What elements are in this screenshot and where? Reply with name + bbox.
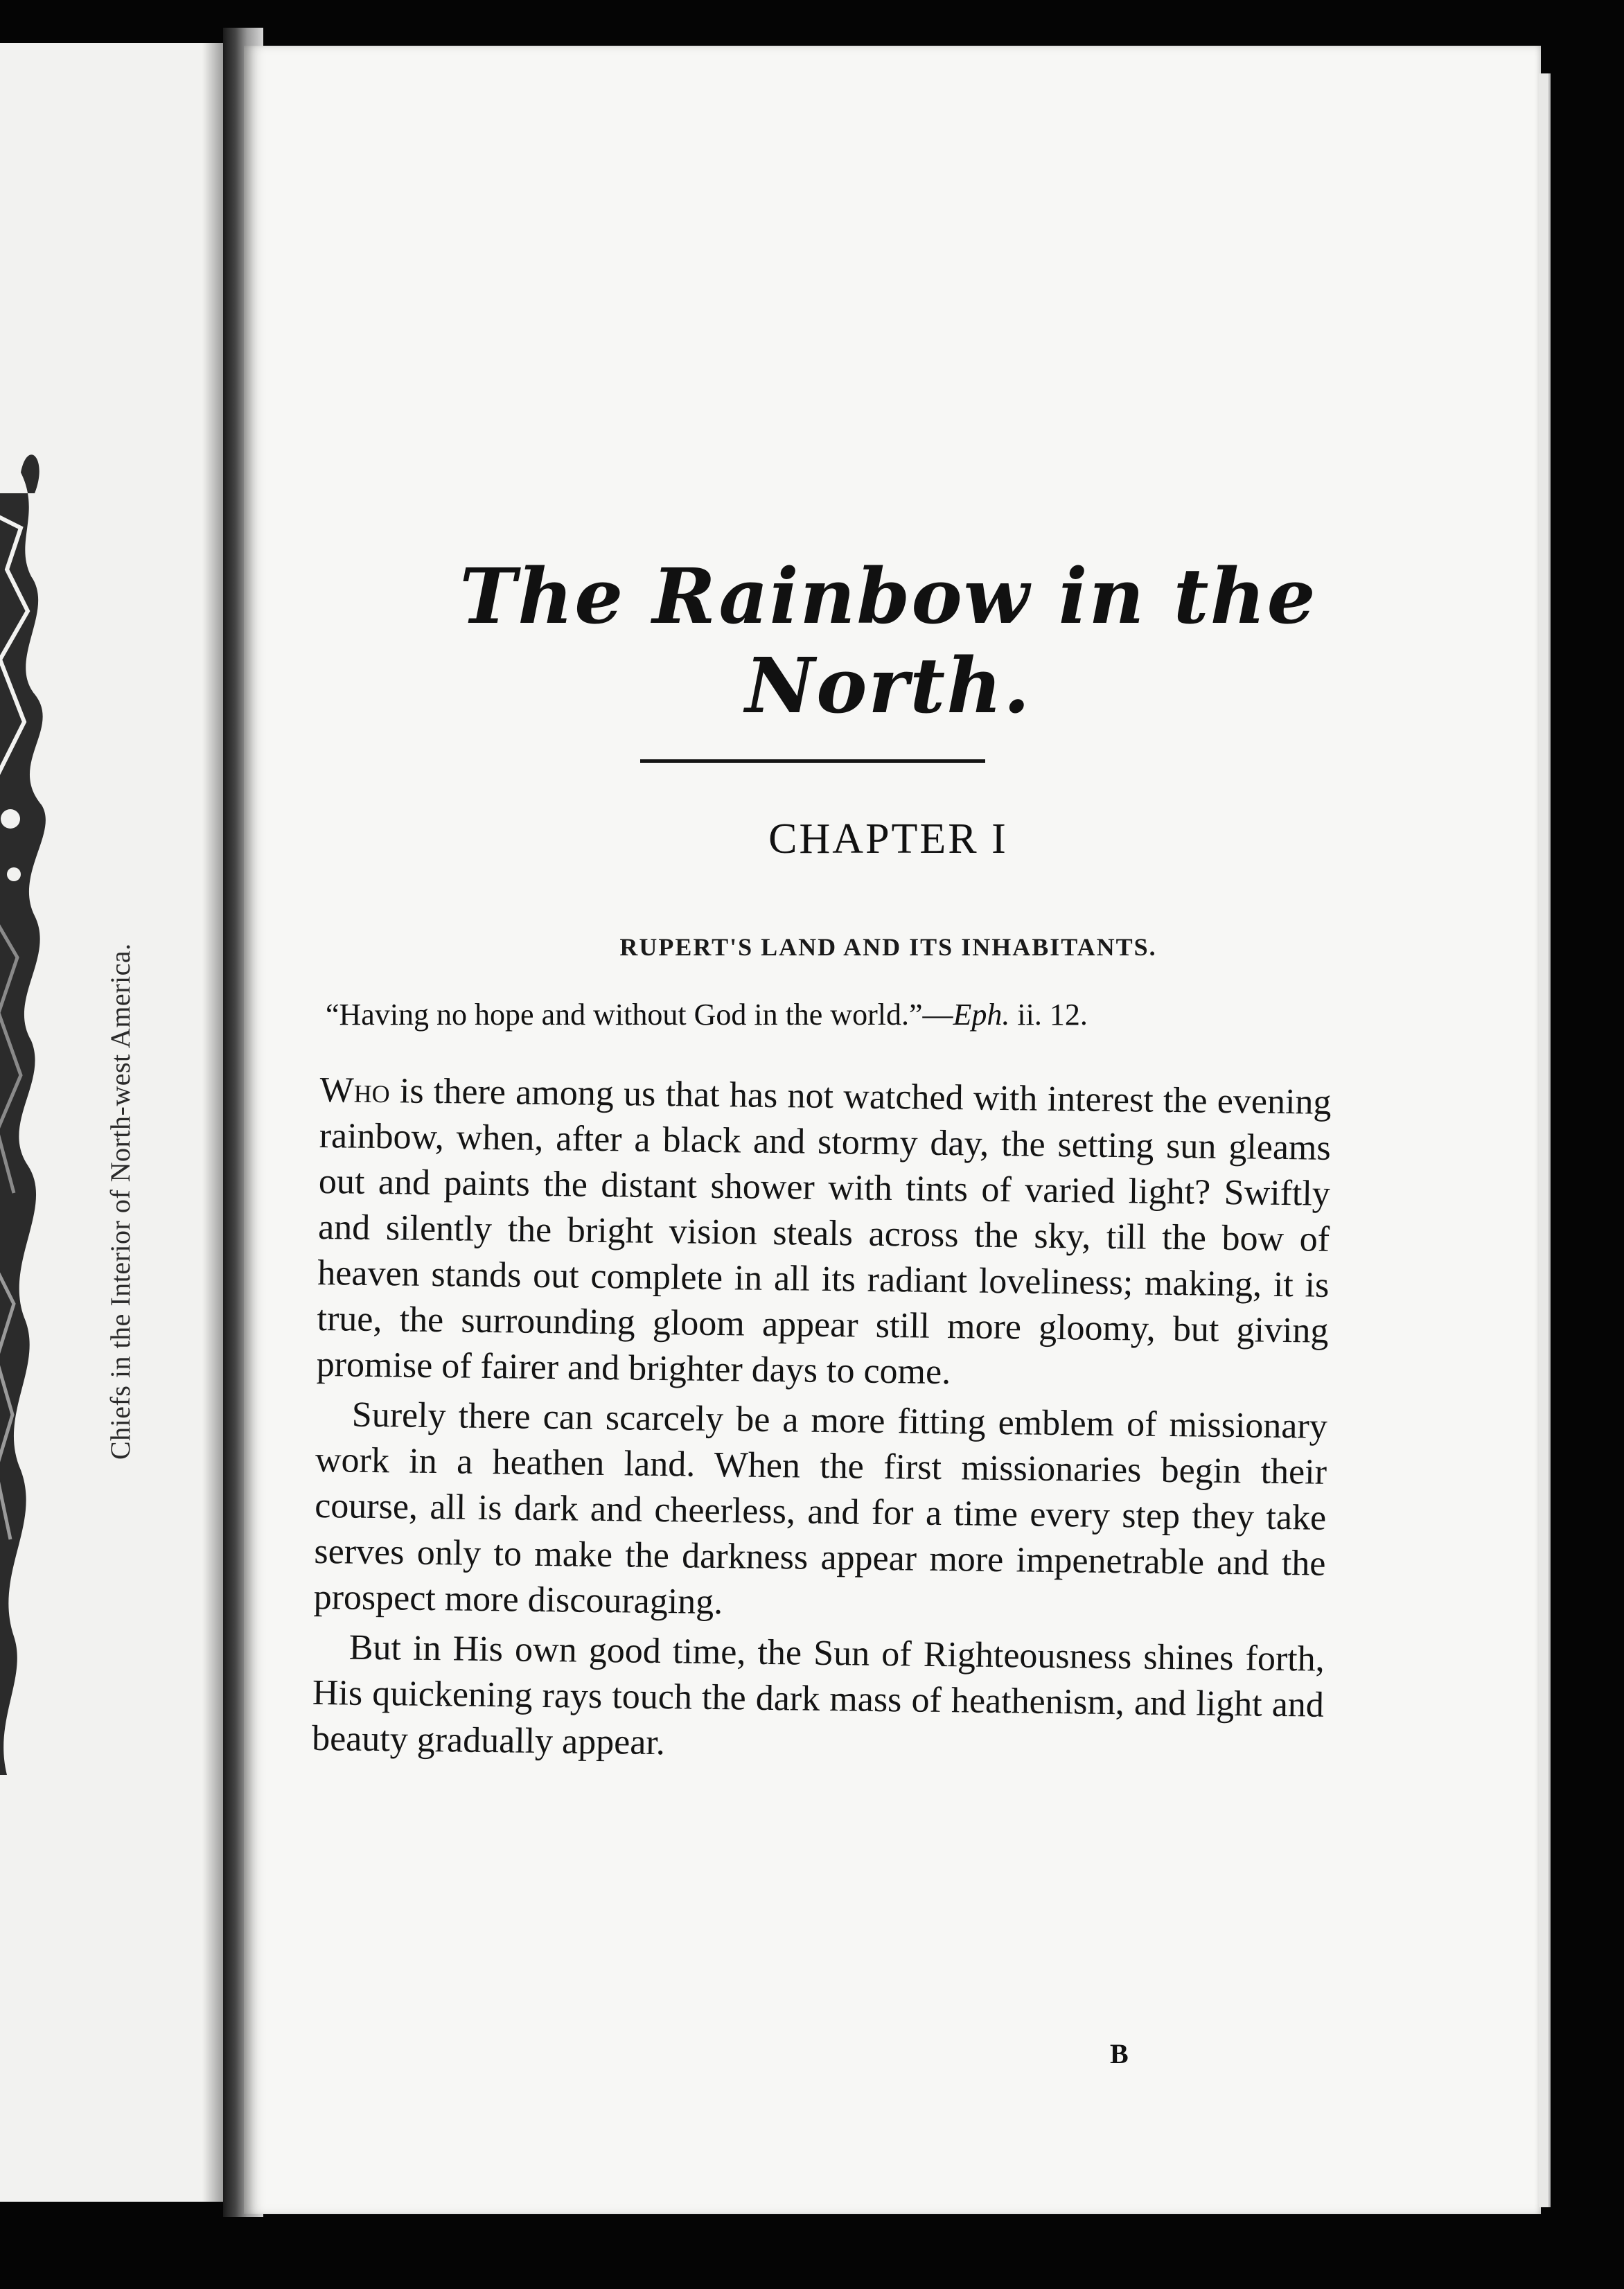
- book-title: The Rainbow in the North.: [459, 551, 1317, 730]
- chapter-body: [312, 1068, 1332, 1774]
- book-page: [244, 46, 1541, 2214]
- epigraph-quote: “Having no hope and without God in the world.”—: [326, 998, 953, 1032]
- engraving-illustration: [0, 431, 69, 1782]
- epigraph-reference: Eph.: [953, 998, 1010, 1032]
- paragraph-lead-word: Who: [319, 1070, 391, 1111]
- paragraph: [316, 1068, 1332, 1400]
- title-rule: [640, 759, 985, 763]
- paragraph-text: is there among us that has not watched with interest the evening rainbow, when, after a black and stormy day, the setting sun gleams out and paints the distant shower with tints of varied light? Swiftly and silently the bright vision steals across the sky, till the bow of heaven stands out complete in all its radiant loveliness; making, it is true, the surrounding gloom appear still more gloomy, but giving promise of fairer and brighter days to come.: [316, 1071, 1332, 1393]
- signature-mark: B: [1110, 2038, 1129, 2069]
- paragraph: But in His own good time, the Sun of Righteousness shines forth, His quickening rays touch the dark mass of heathenism, and light and beauty gradually appear.: [311, 1627, 1325, 1763]
- chapter-subtitle: RUPERT'S LAND AND ITS INHABITANTS.: [619, 933, 1157, 961]
- gutter-shadow: [202, 43, 223, 2202]
- illustration-caption: Chiefs in the Interior of North-west America.: [105, 943, 136, 1460]
- paragraph: Surely there can scarcely be a more fitting emblem of missionary work in a heathen land. When the first missionaries begin their course, all is dark and cheerless, and for a time every step they take serves only to make the darkness appear more impenetrable and the prospect more discouraging.: [313, 1395, 1328, 1623]
- epigraph: [326, 995, 1337, 1034]
- page-edge: [1539, 73, 1551, 2207]
- facing-page: [0, 43, 223, 2202]
- epigraph-reference-rest: ii. 12.: [1009, 998, 1088, 1032]
- chapter-heading: CHAPTER I: [768, 815, 1008, 863]
- illustration-caption-wrap: [104, 836, 145, 1460]
